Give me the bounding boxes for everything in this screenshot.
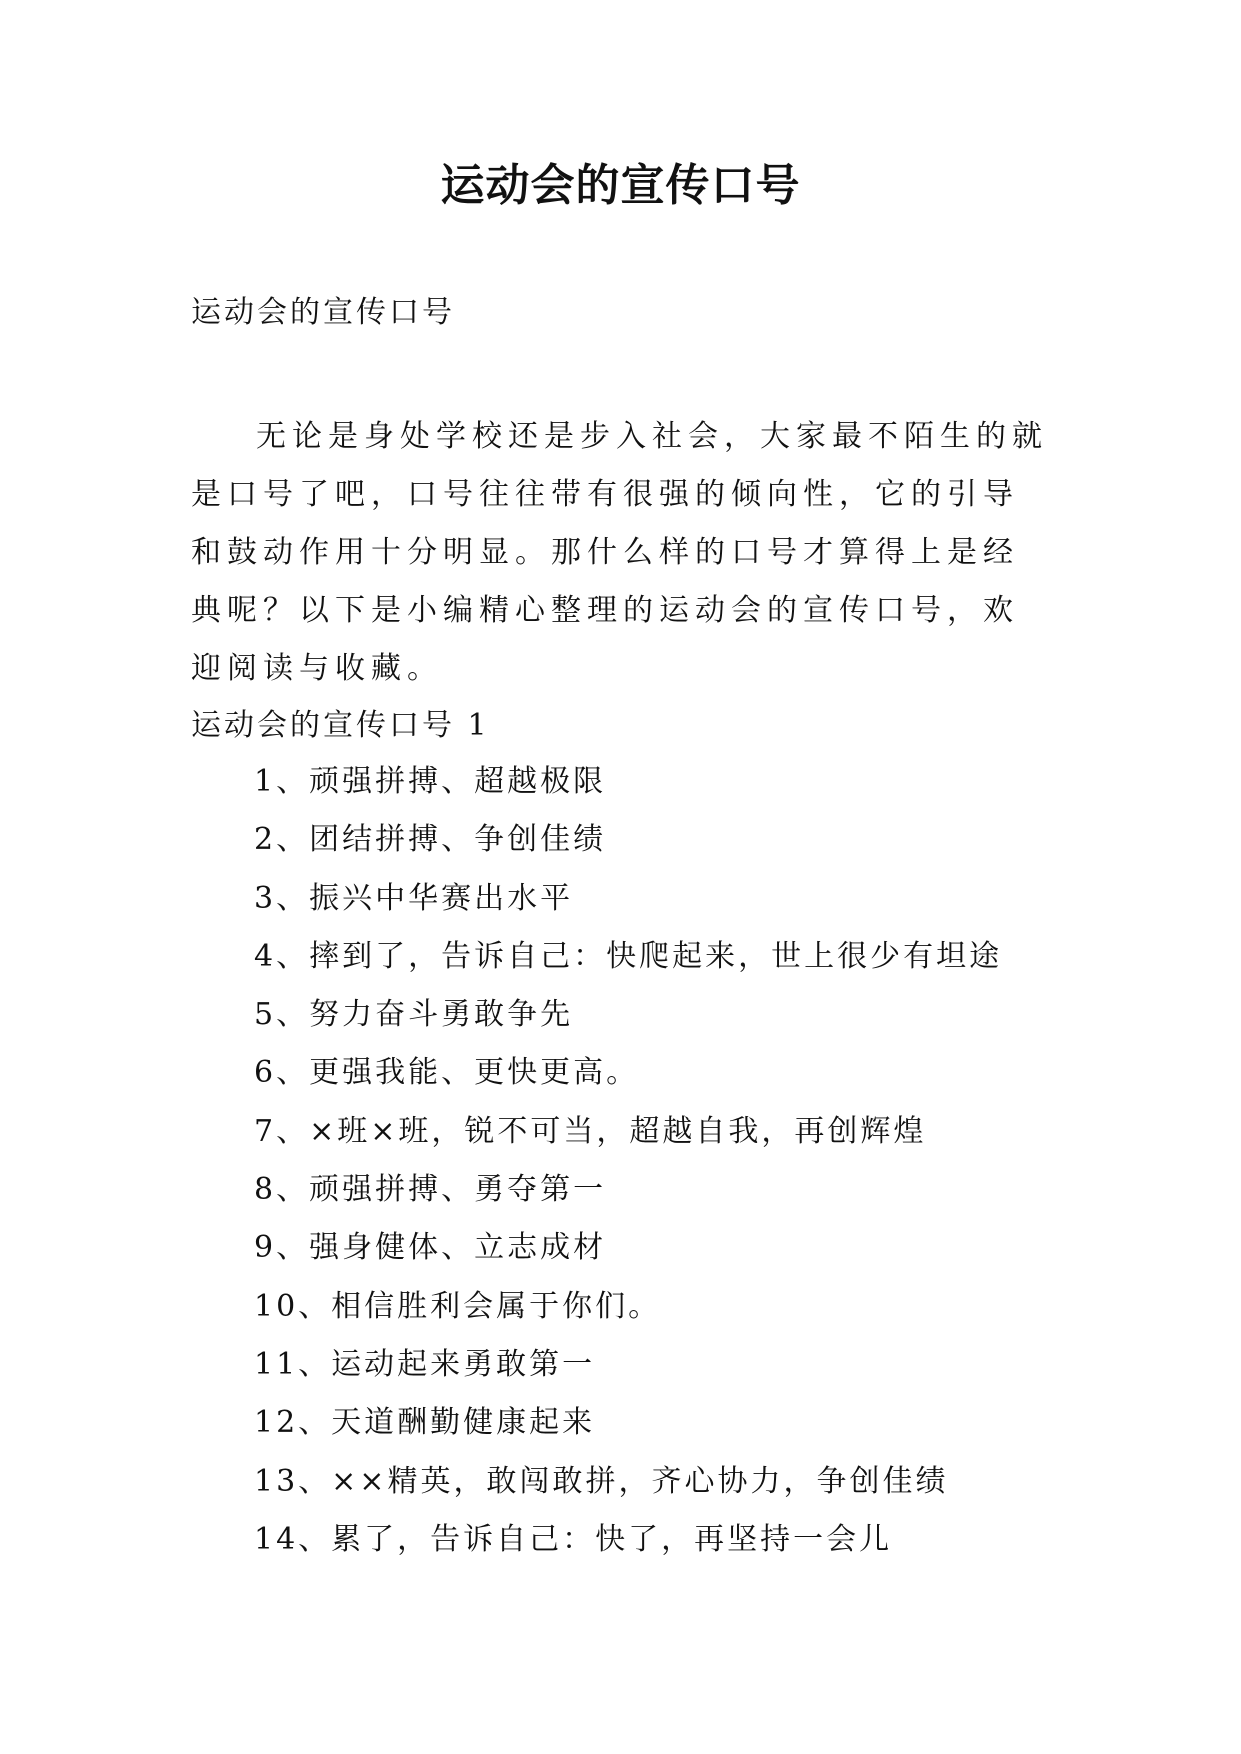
slogan-item: 9、强身健体、立志成材 [254,1230,607,1266]
slogan-item: 2、团结拼搏、争创佳绩 [254,822,607,858]
document-subtitle: 运动会的宣传口号 [191,295,455,330]
slogan-list [254,762,1002,1578]
slogan-item: 1、顽强拼搏、超越极限 [254,764,607,799]
slogan-item: 13、××精英，敢闯敢拼，齐心协力，争创佳绩 [254,1463,949,1499]
intro-paragraph: 无论是身处学校还是步入社会，大家最不陌生的就是口号了吧，口号往往带有很强的倾向性，它的引导和鼓动作用十分明显。那什么样的口号才算得上是经典呢？以下是小编精心整理的运动会的宣传口号，欢迎阅读与收藏。 [191,419,1048,686]
slogan-item: 12、天道酬勤健康起来 [254,1405,596,1441]
document-title: 运动会的宣传口号 [440,160,801,211]
slogan-item: 10、相信胜利会属于你们。 [254,1288,662,1324]
slogan-item: 14、累了，告诉自己：快了，再坚持一会儿 [254,1521,893,1557]
slogan-item: 3、振兴中华赛出水平 [254,880,574,916]
slogan-item: 7、×班×班，锐不可当，超越自我，再创辉煌 [254,1113,927,1149]
slogan-item: 11、运动起来勇敢第一 [254,1346,596,1382]
slogan-item: 6、更强我能、更快更高。 [254,1055,640,1091]
slogan-item: 5、努力奋斗勇敢争先 [254,997,574,1033]
slogan-item: 8、顽强拼搏、勇夺第一 [254,1172,607,1208]
slogan-item: 4、摔到了，告诉自己：快爬起来，世上很少有坦途 [254,938,1003,974]
section-heading: 运动会的宣传口号 1 [191,708,490,743]
